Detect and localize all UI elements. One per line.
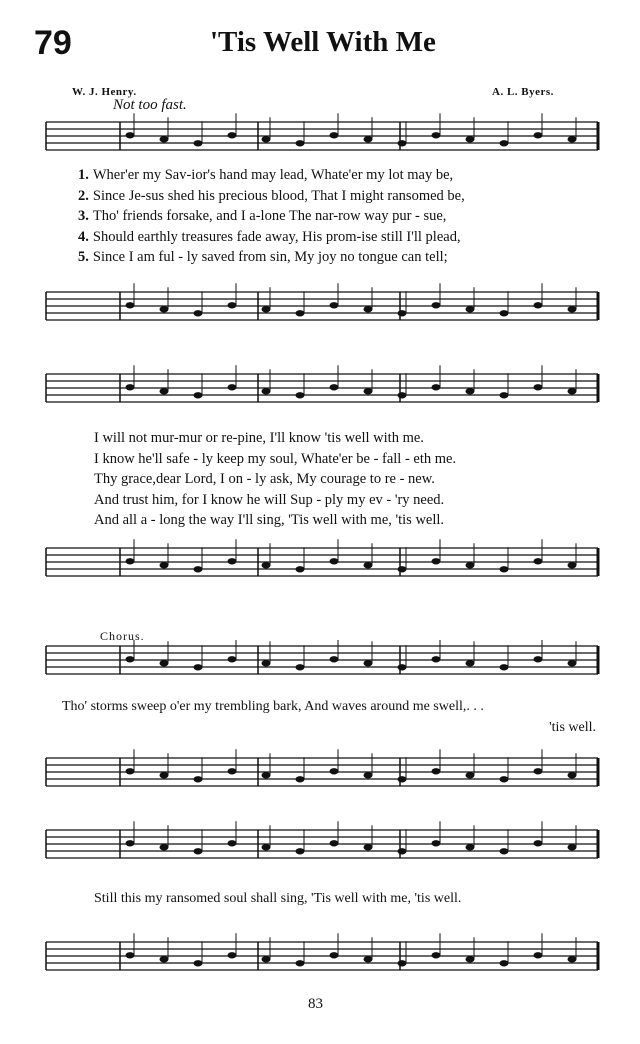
note-head xyxy=(398,392,407,398)
verse-line: 2. Since Je-sus shed his precious blood, That I might ransomed be, xyxy=(78,187,465,204)
note-head xyxy=(466,306,475,312)
note-head xyxy=(330,768,339,774)
note-head xyxy=(466,562,475,568)
note-head xyxy=(296,664,305,670)
note-head xyxy=(534,656,543,662)
note-head xyxy=(568,956,577,962)
note-head xyxy=(228,384,237,390)
verse-line: And trust him, for I know he will Sup - ply my ev - 'ry need. xyxy=(94,491,445,508)
note-head xyxy=(500,776,509,782)
note-head xyxy=(466,844,475,850)
note-head xyxy=(534,768,543,774)
note-head xyxy=(466,956,475,962)
note-head xyxy=(262,562,271,568)
note-head xyxy=(160,136,169,142)
treble-staff xyxy=(46,821,598,858)
verse-line: 5. Since I am ful - ly saved from sin, My joy no tongue can tell; xyxy=(78,249,448,265)
verses-part-1 xyxy=(78,165,598,268)
note-head xyxy=(364,136,373,142)
note-head xyxy=(500,848,509,854)
note-head xyxy=(228,656,237,662)
bass-staff xyxy=(46,749,598,786)
chorus-lyrics-1 xyxy=(62,697,602,738)
note-head xyxy=(364,388,373,394)
note-head xyxy=(262,306,271,312)
note-head xyxy=(228,132,237,138)
note-head xyxy=(534,302,543,308)
note-head xyxy=(194,664,203,670)
note-head xyxy=(568,562,577,568)
note-head xyxy=(296,776,305,782)
note-head xyxy=(262,136,271,142)
verse-line: I know he'll safe - ly keep my soul, Whate'er be - fall - eth me. xyxy=(94,450,457,467)
note-head xyxy=(126,302,135,308)
bass-staff xyxy=(46,933,598,970)
note-head xyxy=(330,302,339,308)
note-head xyxy=(160,562,169,568)
note-head xyxy=(330,656,339,662)
chorus-line: Still this my ransomed soul shall sing, 'Tis well with me, 'tis well. xyxy=(94,891,462,906)
note-head xyxy=(432,558,441,564)
note-head xyxy=(126,558,135,564)
note-head xyxy=(398,848,407,854)
note-head xyxy=(398,664,407,670)
note-head xyxy=(228,952,237,958)
note-head xyxy=(398,960,407,966)
note-head xyxy=(500,664,509,670)
note-head xyxy=(432,656,441,662)
note-head xyxy=(364,956,373,962)
verse-line: And all a - long the way I'll sing, 'Tis well with me, 'tis well. xyxy=(94,512,445,528)
note-head xyxy=(364,660,373,666)
note-head xyxy=(364,562,373,568)
note-head xyxy=(500,392,509,398)
note-head xyxy=(330,840,339,846)
note-head xyxy=(534,132,543,138)
note-head xyxy=(500,960,509,966)
note-head xyxy=(534,384,543,390)
note-head xyxy=(296,310,305,316)
note-head xyxy=(228,302,237,308)
note-head xyxy=(398,140,407,146)
note-head xyxy=(500,140,509,146)
note-head xyxy=(432,302,441,308)
note-head xyxy=(194,310,203,316)
note-head xyxy=(228,768,237,774)
note-head xyxy=(466,660,475,666)
note-head xyxy=(398,310,407,316)
verses-part-2 xyxy=(94,428,614,531)
note-head xyxy=(160,660,169,666)
verse-line: Thy grace,dear Lord, I on - ly ask, My courage to re - new. xyxy=(94,471,435,487)
note-head xyxy=(262,772,271,778)
treble-staff xyxy=(46,113,598,150)
note-head xyxy=(432,952,441,958)
note-head xyxy=(568,388,577,394)
note-head xyxy=(126,132,135,138)
note-head xyxy=(296,566,305,572)
verse-line: 3. Tho' friends forsake, and I a-lone The nar-row way pur - sue, xyxy=(78,208,447,224)
note-head xyxy=(296,848,305,854)
note-head xyxy=(568,844,577,850)
note-head xyxy=(194,848,203,854)
note-head xyxy=(330,952,339,958)
note-head xyxy=(126,656,135,662)
note-head xyxy=(126,384,135,390)
note-head xyxy=(364,772,373,778)
note-head xyxy=(160,388,169,394)
note-head xyxy=(534,558,543,564)
music-author: A. L. Byers. xyxy=(492,86,554,98)
words-author: W. J. Henry. xyxy=(72,86,137,98)
note-head xyxy=(568,306,577,312)
note-head xyxy=(160,772,169,778)
note-head xyxy=(194,392,203,398)
note-head xyxy=(194,140,203,146)
hymn-title: 'Tis Well With Me xyxy=(210,26,436,58)
verse-line: I will not mur-mur or re-pine, I'll know 'tis well with me. xyxy=(94,430,424,446)
verse-line: 4. Should earthly treasures fade away, His prom-ise still I'll plead, xyxy=(78,228,461,245)
page-number: 83 xyxy=(308,996,323,1012)
note-head xyxy=(194,960,203,966)
note-head xyxy=(534,952,543,958)
note-head xyxy=(194,776,203,782)
note-head xyxy=(262,660,271,666)
note-head xyxy=(330,384,339,390)
note-head xyxy=(262,844,271,850)
note-head xyxy=(296,140,305,146)
note-head xyxy=(330,558,339,564)
note-head xyxy=(466,388,475,394)
note-head xyxy=(160,844,169,850)
note-head xyxy=(398,566,407,572)
note-head xyxy=(160,956,169,962)
note-head xyxy=(194,566,203,572)
note-head xyxy=(296,392,305,398)
note-head xyxy=(432,384,441,390)
tempo-marking: Not too fast. xyxy=(113,97,187,113)
note-head xyxy=(228,558,237,564)
note-head xyxy=(262,388,271,394)
chorus-echo: 'tis well. xyxy=(549,719,596,735)
note-head xyxy=(568,772,577,778)
note-head xyxy=(330,132,339,138)
treble-staff xyxy=(46,365,598,402)
treble-staff xyxy=(46,640,598,674)
bass-staff xyxy=(46,283,598,320)
note-head xyxy=(126,768,135,774)
note-head xyxy=(500,566,509,572)
note-head xyxy=(568,660,577,666)
note-head xyxy=(500,310,509,316)
hymn-number: 79 xyxy=(34,24,72,62)
note-head xyxy=(126,840,135,846)
note-head xyxy=(466,772,475,778)
note-head xyxy=(228,840,237,846)
note-head xyxy=(432,840,441,846)
note-head xyxy=(296,960,305,966)
note-head xyxy=(466,136,475,142)
note-head xyxy=(432,132,441,138)
note-head xyxy=(398,776,407,782)
bass-staff xyxy=(46,539,598,576)
chorus-lyrics-2 xyxy=(94,889,614,910)
chorus-line: Tho' storms sweep o'er my trembling bark, And waves around me swell,. . . xyxy=(62,699,484,714)
note-head xyxy=(364,844,373,850)
chorus-label: Chorus. xyxy=(100,629,145,643)
note-head xyxy=(262,956,271,962)
note-head xyxy=(364,306,373,312)
note-head xyxy=(568,136,577,142)
note-head xyxy=(432,768,441,774)
verse-line: 1. Wher'er my Sav-ior's hand may lead, Whate'er my lot may be, xyxy=(78,167,454,183)
note-head xyxy=(534,840,543,846)
note-head xyxy=(160,306,169,312)
note-head xyxy=(126,952,135,958)
